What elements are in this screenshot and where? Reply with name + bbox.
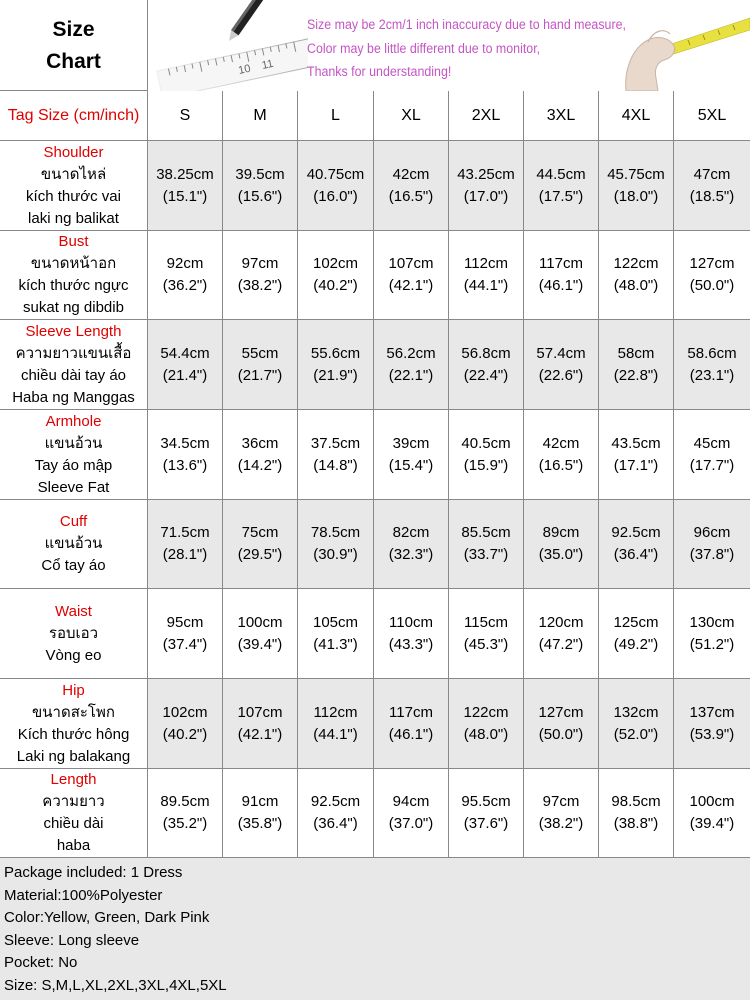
value-cm: 97cm (241, 255, 279, 272)
value-inch: (16.0") (313, 187, 358, 205)
value-cm: 39cm (392, 434, 430, 452)
info-sleeve: Sleeve: Long sleeve (4, 931, 140, 949)
value-cell (298, 410, 374, 499)
value-cm: 125cm (613, 613, 659, 631)
value-cell (449, 410, 524, 499)
value-cell (148, 769, 223, 857)
value-cell (674, 679, 750, 768)
value-cm: 39.5cm (235, 165, 285, 183)
value-cell (524, 679, 599, 768)
measure-translation: ขนาดหน้าอก (30, 255, 117, 272)
value-cell (599, 589, 674, 678)
value-inch: (15.4") (388, 456, 434, 474)
value-cell (223, 231, 298, 319)
value-inch: (49.2") (613, 635, 659, 653)
pen-ruler-icon (148, 0, 308, 91)
size-header-4xl: 4XL (599, 91, 674, 140)
value-inch: (17.1") (613, 456, 659, 474)
value-inch: (52.0") (613, 725, 659, 743)
value-inch: (48.0") (613, 277, 659, 294)
size-header-xl: XL (374, 91, 449, 140)
measure-name: Sleeve Length (25, 322, 122, 340)
value-inch: (51.2") (689, 635, 735, 653)
value-cm: 82cm (392, 524, 430, 541)
value-inch: (38.2") (237, 277, 283, 294)
measure-name: Length (50, 771, 97, 788)
value-cell (374, 320, 449, 409)
hand-measuring-tape-icon (618, 0, 750, 91)
value-cell (374, 589, 449, 678)
value-cm: 40.75cm (306, 165, 365, 183)
value-cell (374, 679, 449, 768)
measure-translation: Vòng eo (45, 646, 102, 664)
value-cm: 42cm (542, 434, 580, 452)
info-pocket: Pocket: No (4, 954, 78, 971)
value-cell (599, 679, 674, 768)
info-color: Color:Yellow, Green, Dark Pink (4, 909, 210, 926)
value-cell (599, 231, 674, 319)
value-cell (599, 500, 674, 588)
value-cm: 37.5cm (310, 434, 361, 452)
ruler-number-11: 11 (260, 57, 275, 72)
value-cell (674, 589, 750, 678)
info-material: Material:100%Polyester (4, 886, 163, 904)
value-cell (599, 410, 674, 499)
value-inch: (29.5") (237, 546, 283, 563)
measure-translation: Tay áo mập (34, 456, 113, 474)
value-inch: (23.1") (689, 366, 735, 384)
chart-header (0, 0, 750, 91)
value-cell (599, 769, 674, 857)
value-inch: (32.3") (388, 546, 434, 563)
value-inch: (17.7") (689, 456, 735, 474)
value-cell (223, 679, 298, 768)
measure-name: Cuff (59, 513, 88, 530)
value-cell (674, 320, 750, 409)
value-inch: (17.5") (538, 187, 584, 205)
value-inch: (46.1") (538, 277, 584, 294)
value-cell (449, 769, 524, 857)
value-cm: 91cm (241, 793, 279, 810)
value-cm: 40.5cm (461, 434, 511, 452)
value-cm: 115cm (464, 613, 508, 631)
measure-translation: Haba ng Manggas (12, 388, 135, 406)
value-inch: (53.9") (689, 725, 735, 743)
value-cell (223, 141, 298, 230)
value-inch: (36.4") (613, 546, 659, 563)
value-cell (449, 500, 524, 588)
value-inch: (44.1") (463, 277, 509, 294)
measure-translation: Laki ng balakang (16, 747, 131, 765)
measure-label-cuff (0, 500, 148, 588)
measure-label-shoulder (0, 141, 148, 230)
value-cm: 89cm (542, 524, 580, 541)
table-row (0, 410, 750, 500)
value-cm: 117cm (539, 255, 583, 272)
value-cell (298, 320, 374, 409)
value-cell (449, 141, 524, 230)
value-inch: (16.5") (538, 456, 584, 474)
value-cell (223, 589, 298, 678)
value-cm: 43.25cm (457, 165, 515, 183)
value-inch: (42.1") (388, 277, 434, 294)
size-header-l: L (298, 91, 374, 140)
size-header-2xl: 2XL (449, 91, 524, 140)
measure-translation: haba (56, 837, 91, 854)
size-header-s: S (148, 91, 223, 140)
value-cm: 55cm (241, 344, 279, 362)
value-inch: (17.0") (463, 187, 509, 205)
value-cm: 127cm (689, 255, 735, 272)
measure-translation: chiều dài tay áo (20, 366, 127, 384)
product-info (0, 858, 750, 1000)
value-inch: (22.8") (613, 366, 659, 384)
size-header-row (0, 91, 750, 141)
measure-translation: sukat ng dibdib (23, 299, 124, 316)
value-cell (298, 500, 374, 588)
value-cell (223, 320, 298, 409)
value-cell (674, 769, 750, 857)
value-inch: (35.0") (538, 546, 584, 563)
value-inch: (39.4") (237, 635, 283, 653)
value-inch: (22.6") (538, 366, 584, 384)
table-row (0, 320, 750, 410)
value-cm: 71.5cm (160, 524, 210, 541)
value-inch: (41.3") (313, 635, 358, 653)
table-row (0, 769, 750, 858)
table-row (0, 500, 750, 589)
value-cm: 112cm (313, 703, 358, 721)
value-cm: 75cm (241, 524, 279, 541)
measure-translation: Kích thước hông (17, 725, 130, 743)
value-inch: (37.6") (463, 815, 509, 832)
info-package: Package included: 1 Dress (4, 864, 183, 881)
measure-translation: laki ng balikat (28, 209, 119, 227)
note-line-1: Size may be 2cm/1 inch inaccuracy due to hand measure, (307, 17, 626, 32)
value-cm: 117cm (389, 703, 433, 721)
value-cm: 85.5cm (461, 524, 511, 541)
value-inch: (37.0") (388, 815, 434, 832)
value-inch: (33.7") (463, 546, 509, 563)
value-cell (674, 500, 750, 588)
measure-name: Waist (55, 602, 92, 620)
measure-translation: chiều dài (43, 815, 104, 832)
measure-translation: ขนาดสะโพก (32, 703, 115, 721)
size-header-m: M (223, 91, 298, 140)
value-cell (524, 141, 599, 230)
value-inch: (14.8") (313, 456, 358, 474)
value-inch: (38.2") (538, 815, 584, 832)
measure-translation: Cổ tay áo (41, 557, 106, 574)
value-cell (524, 231, 599, 319)
measurement-notes (307, 13, 626, 84)
table-row (0, 679, 750, 769)
value-inch: (45.3") (463, 635, 509, 653)
measure-translation: รอบเอว (48, 624, 99, 642)
table-row (0, 231, 750, 320)
value-cm: 102cm (162, 703, 208, 721)
value-cm: 89.5cm (160, 793, 210, 810)
value-inch: (14.2") (237, 456, 283, 474)
measure-translation: kích thước ngực (18, 277, 129, 294)
note-line-2: Color may be little different due to monitor, (307, 40, 541, 56)
value-inch: (37.4") (162, 635, 208, 653)
value-cm: 100cm (689, 793, 735, 810)
value-cell (449, 320, 524, 409)
value-cell (148, 141, 223, 230)
value-cell (524, 320, 599, 409)
value-inch: (18.5") (689, 187, 735, 205)
notice-banner (148, 0, 750, 91)
value-cell (148, 410, 223, 499)
value-cell (223, 500, 298, 588)
value-cm: 92.5cm (310, 793, 361, 810)
value-cm: 107cm (237, 703, 283, 721)
measure-label-hip (0, 679, 148, 768)
value-cm: 122cm (613, 255, 659, 272)
value-cell (374, 769, 449, 857)
value-inch: (21.4") (162, 366, 208, 384)
value-cm: 132cm (613, 703, 659, 721)
value-cell (298, 231, 374, 319)
measure-translation: ความยาว (42, 793, 105, 810)
value-cm: 98.5cm (611, 793, 661, 810)
value-inch: (35.2") (162, 815, 208, 832)
measure-translation: Sleeve Fat (37, 478, 110, 496)
measure-translation: ความยาวแขนเสื้อ (15, 344, 132, 362)
measure-translation: ขนาดไหล่ (40, 165, 107, 183)
value-inch: (46.1") (388, 725, 434, 743)
value-cm: 100cm (237, 613, 283, 631)
chart-title (0, 0, 148, 91)
value-cell (298, 141, 374, 230)
value-cm: 105cm (312, 613, 359, 631)
value-inch: (36.2") (162, 277, 208, 294)
value-cm: 120cm (538, 613, 584, 631)
measure-label-sleeve-length (0, 320, 148, 409)
value-cm: 78.5cm (310, 524, 361, 541)
value-cell (148, 320, 223, 409)
info-sizes: Size: S,M,L,XL,2XL,3XL,4XL,5XL (4, 976, 227, 994)
value-cm: 42cm (392, 165, 430, 183)
tag-size-label: Tag Size (cm/inch) (0, 91, 148, 140)
value-cm: 92cm (166, 255, 204, 272)
measure-name: Bust (58, 233, 89, 250)
value-cm: 58cm (617, 344, 655, 362)
value-inch: (43.3") (388, 635, 434, 653)
value-cm: 97cm (542, 793, 580, 810)
value-cell (524, 410, 599, 499)
value-inch: (38.8") (613, 815, 659, 832)
value-cm: 56.2cm (386, 344, 436, 362)
value-inch: (40.2") (162, 725, 208, 743)
value-cm: 102cm (312, 255, 359, 272)
value-inch: (21.7") (237, 366, 283, 384)
value-cell (449, 231, 524, 319)
value-cm: 45cm (693, 434, 731, 452)
measure-translation: แขนอ้วน (44, 535, 103, 552)
value-cm: 107cm (388, 255, 434, 272)
size-header-3xl: 3XL (524, 91, 599, 140)
value-cell (223, 410, 298, 499)
value-inch: (13.6") (162, 456, 208, 474)
measure-name: Hip (62, 681, 85, 699)
value-inch: (37.8") (689, 546, 735, 563)
value-cell (223, 769, 298, 857)
value-inch: (44.1") (313, 725, 358, 743)
value-inch: (50.0") (689, 277, 735, 294)
title-line-2: Chart (46, 49, 101, 73)
measure-label-bust (0, 231, 148, 319)
value-cm: 56.8cm (461, 344, 511, 362)
value-cm: 95cm (166, 613, 204, 631)
measure-name: Armhole (45, 412, 102, 430)
value-cm: 58.6cm (687, 344, 737, 362)
value-cell (374, 500, 449, 588)
value-inch: (28.1") (162, 546, 208, 563)
value-cell (674, 231, 750, 319)
value-inch: (22.1") (388, 366, 434, 384)
value-cm: 36cm (241, 434, 279, 452)
value-cm: 34.5cm (160, 434, 210, 452)
value-inch: (35.8") (237, 815, 283, 832)
value-cm: 44.5cm (536, 165, 586, 183)
value-inch: (18.0") (613, 187, 659, 205)
value-inch: (15.1") (162, 187, 208, 205)
value-cell (449, 589, 524, 678)
value-cm: 38.25cm (156, 165, 214, 183)
value-cm: 130cm (689, 613, 735, 631)
value-cm: 137cm (689, 703, 735, 721)
title-line-1: Size (52, 18, 95, 41)
value-cm: 55.6cm (310, 344, 361, 362)
value-cm: 54.4cm (160, 344, 210, 362)
value-inch: (42.1") (237, 725, 283, 743)
measure-name: Shoulder (43, 143, 104, 161)
value-cell (148, 231, 223, 319)
value-cell (674, 141, 750, 230)
ruler-number-10: 10 (237, 62, 252, 77)
value-cm: 94cm (392, 793, 430, 810)
value-inch: (48.0") (463, 725, 509, 743)
value-cm: 45.75cm (607, 165, 665, 183)
value-cell (524, 769, 599, 857)
note-line-3: Thanks for understanding! (307, 64, 452, 79)
value-inch: (40.2") (313, 277, 358, 294)
value-inch: (16.5") (388, 187, 434, 205)
value-cm: 95.5cm (461, 793, 511, 810)
value-cell (148, 500, 223, 588)
table-row (0, 141, 750, 231)
measure-label-length (0, 769, 148, 857)
value-cell (674, 410, 750, 499)
value-cm: 96cm (693, 524, 731, 541)
value-cell (599, 141, 674, 230)
table-row (0, 589, 750, 679)
measure-label-armhole (0, 410, 148, 499)
value-cm: 127cm (538, 703, 584, 721)
value-cm: 47cm (693, 165, 731, 183)
value-cm: 112cm (464, 255, 508, 272)
value-cell (298, 589, 374, 678)
value-cell (524, 589, 599, 678)
value-inch: (50.0") (538, 725, 584, 743)
value-cm: 92.5cm (611, 524, 661, 541)
value-cell (148, 679, 223, 768)
value-cm: 43.5cm (611, 434, 661, 452)
value-cm: 122cm (463, 703, 509, 721)
value-cm: 57.4cm (536, 344, 586, 362)
value-cell (298, 769, 374, 857)
value-cell (148, 589, 223, 678)
value-inch: (47.2") (538, 635, 584, 653)
value-cell (298, 679, 374, 768)
value-cell (374, 231, 449, 319)
measure-label-waist (0, 589, 148, 678)
value-cell (599, 320, 674, 409)
value-cell (524, 500, 599, 588)
value-cell (374, 410, 449, 499)
value-inch: (15.9") (463, 456, 509, 474)
value-inch: (22.4") (463, 366, 509, 384)
value-inch: (15.6") (237, 187, 283, 205)
value-inch: (30.9") (313, 546, 358, 563)
value-cell (374, 141, 449, 230)
value-cell (449, 679, 524, 768)
value-inch: (21.9") (313, 366, 358, 384)
measure-translation: แขนอ้วน (44, 434, 103, 452)
size-header-5xl: 5XL (697, 106, 727, 124)
value-inch: (39.4") (689, 815, 735, 832)
value-cm: 110cm (389, 613, 433, 631)
measure-translation: kích thước vai (26, 187, 121, 205)
value-inch: (36.4") (313, 815, 358, 832)
